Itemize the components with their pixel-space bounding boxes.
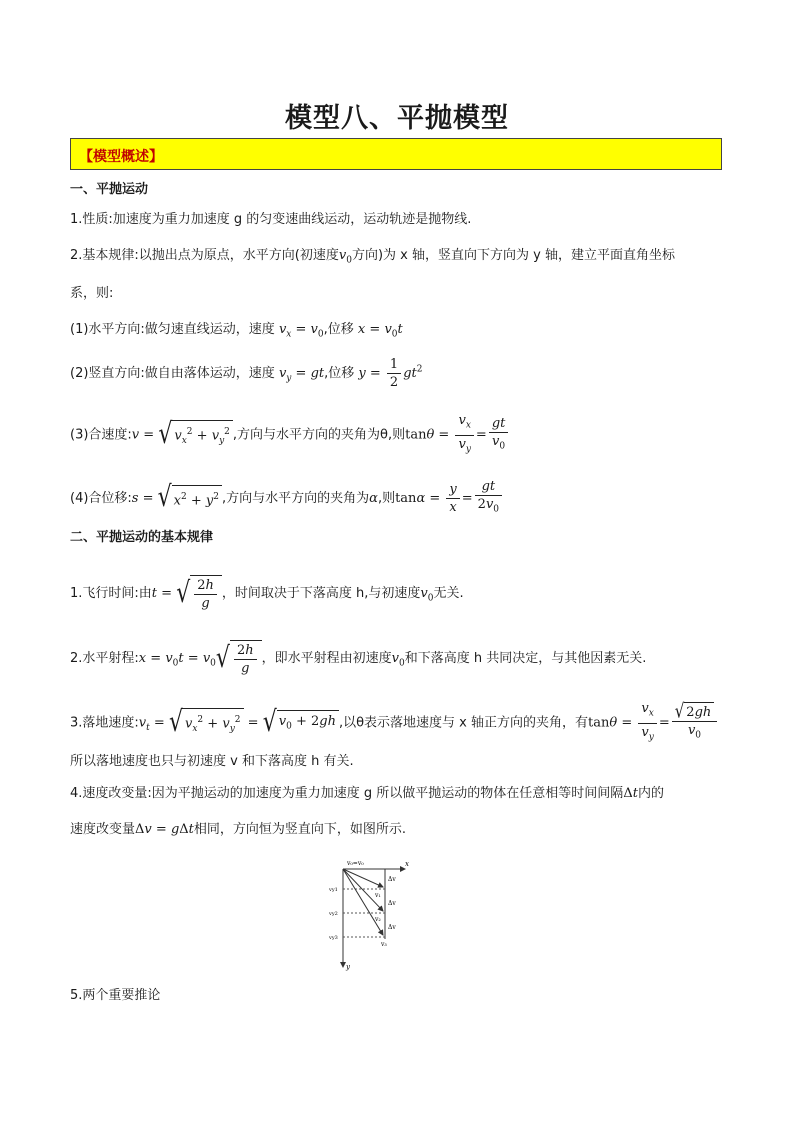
section1-heading: 一、平抛运动 xyxy=(70,182,149,197)
label-top: v₀=v₀ xyxy=(347,860,364,867)
velocity-change: 4.速度改变量:因为平抛运动的加速度为重力加速度 g 所以做平抛运动的物体在任意相等时间间隔Δt内的 xyxy=(70,786,664,801)
label-v1: v₁ xyxy=(375,892,381,899)
item-horizontal: (1)水平方向:做匀速直线运动，速度 $v_x = v_0$,位移 $x = v_0t$ xyxy=(70,322,403,340)
vector-v2 xyxy=(343,869,383,911)
horizontal-range: 2.水平射程:x = $v_0t = v_0√$ $\frac{2h}{g}$ ，即水平射程由初速度$v_0$和下落高度 h 共同决定，与其他因素无关. xyxy=(70,641,647,676)
landing-velocity-conclusion: 所以落地速度也只与初速度 v 和下落高度 h 有关. xyxy=(70,754,354,769)
label-dv1: Δv xyxy=(388,876,396,883)
label-x: x xyxy=(405,860,409,868)
flight-time: 1.飞行时间:由t = √ $\frac{2h}{g}$ ，时间取决于下落高度 h,与初速度$v_0$无关. xyxy=(70,576,464,611)
basic-law-paragraph: 2.基本规律:以抛出点为原点，水平方向(初速度$v_0$方向)为 x 轴，竖直向下方向为 y 轴，建立平面直角坐标 xyxy=(70,248,675,266)
section-banner xyxy=(70,138,722,170)
item-vertical: (2)竖直方向:做自由落体运动，速度 $v_y$ = gt,位移 y = $\frac{1}{2}$ $gt^2$ xyxy=(70,357,423,390)
banner-label: 【模型概述】 xyxy=(79,149,163,165)
label-v2: v₂ xyxy=(375,916,381,923)
label-v3: v₃ xyxy=(381,941,387,948)
label-dv3: Δv xyxy=(388,924,396,931)
page-title: 模型八、平抛模型 xyxy=(285,103,509,134)
velocity-change-figure xyxy=(325,855,415,975)
label-vy3: vy3 xyxy=(329,935,338,941)
landing-velocity: 3.落地速度$:v_t$ = √ $v_x^2 + v_y^2$ = √ $v_0 + 2gh$ ,以θ表示落地速度与 x 轴正方向的夹角，有tanθ = $\frac{v_x}{v_y}$ = $\frac{√ 2gh}{v_0}$ xyxy=(70,700,719,746)
label-dv2: Δv xyxy=(388,900,396,907)
item-resultant-displacement: (4)合位移:s = √ $x^2 + y^2$ ,方向与水平方向的夹角为α,则tanα = $\frac{y}{x}$ = $\frac{gt}{2v_0}$ xyxy=(70,478,504,519)
velocity-change-cont: 速度改变量Δv = gΔt相同，方向恒为竖直向下，如图所示. xyxy=(70,822,407,837)
vector-v3 xyxy=(343,869,383,935)
label-vy2: vy2 xyxy=(329,911,338,917)
label-y: y xyxy=(346,963,350,971)
property-paragraph: 1.性质:加速度为重力加速度 g 的匀变速曲线运动，运动轨迹是抛物线. xyxy=(70,212,472,227)
section2-heading: 二、平抛运动的基本规律 xyxy=(70,530,214,545)
basic-law-cont: 系，则: xyxy=(70,286,114,301)
velocity-diagram xyxy=(325,855,415,975)
label-vy1: vy1 xyxy=(329,887,338,893)
item-resultant-velocity: (3)合速度:v = √ $v_x^2 + v_y^2$ ,方向与水平方向的夹角为θ,则tanθ = $\frac{v_x}{v_y}$ = $\frac{gt}{v_0}$ xyxy=(70,412,510,458)
two-corollaries: 5.两个重要推论 xyxy=(70,988,161,1003)
